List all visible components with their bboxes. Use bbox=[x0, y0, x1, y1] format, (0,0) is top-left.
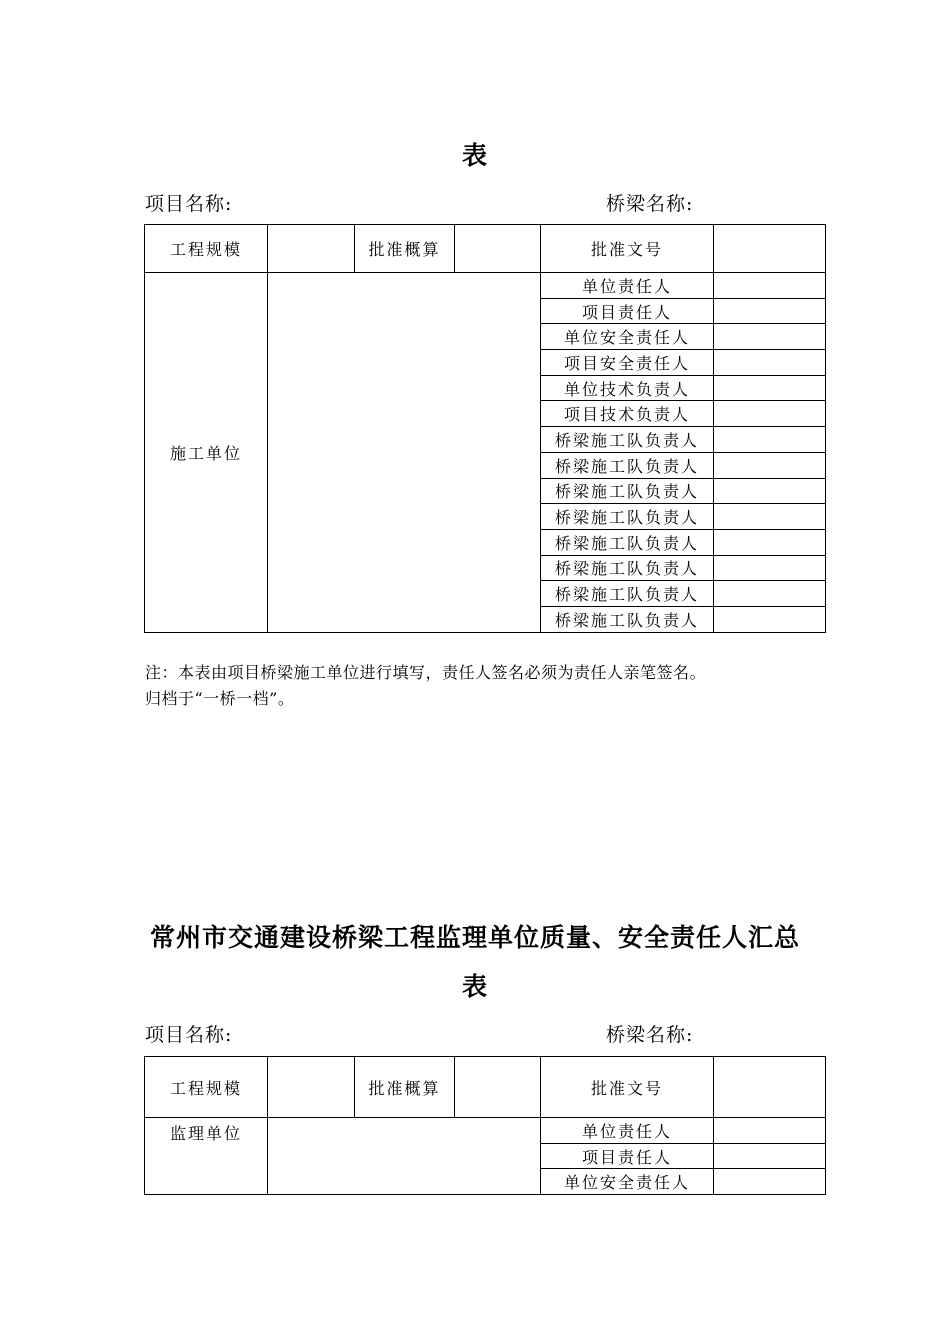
form2-scale-cell[interactable] bbox=[268, 1057, 355, 1118]
form2-budget-cell[interactable] bbox=[455, 1057, 541, 1118]
form1-unit-name-cell[interactable] bbox=[268, 273, 541, 633]
form1-construction-unit-table bbox=[144, 224, 826, 633]
form1-signature-cell[interactable] bbox=[714, 478, 826, 504]
form1-title-tail: 表 bbox=[461, 141, 488, 170]
form2-title-line1: 常州市交通建设桥梁工程监理单位质量、安全责任人汇总 bbox=[149, 923, 800, 952]
form2-approval-doc-label: 批准文号 bbox=[541, 1057, 714, 1118]
form1-role-label: 桥梁施工队负责人 bbox=[541, 427, 714, 453]
form1-signature-cell[interactable] bbox=[714, 452, 826, 478]
form1-signature-cell[interactable] bbox=[714, 350, 826, 376]
form1-role-label: 桥梁施工队负责人 bbox=[541, 606, 714, 632]
form1-role-label: 项目技术负责人 bbox=[541, 401, 714, 427]
form1-signature-cell[interactable] bbox=[714, 606, 826, 632]
form1-signature-cell[interactable] bbox=[714, 555, 826, 581]
form1-bridge-name-label: 桥梁名称: bbox=[606, 193, 694, 215]
form1-note-line2: 归档于“一桥一档”。 bbox=[145, 689, 295, 708]
form1-signature-cell[interactable] bbox=[714, 529, 826, 555]
form1-scale-label: 工程规模 bbox=[145, 225, 268, 273]
form1-approval-doc-cell[interactable] bbox=[714, 225, 826, 273]
form1-role-label: 桥梁施工队负责人 bbox=[541, 581, 714, 607]
form1-signature-cell[interactable] bbox=[714, 273, 826, 299]
form2-role-label: 项目责任人 bbox=[541, 1143, 714, 1169]
form1-scale-cell[interactable] bbox=[268, 225, 355, 273]
form2-title-line2: 表 bbox=[461, 972, 488, 1001]
form2-budget-label: 批准概算 bbox=[355, 1057, 455, 1118]
form2-bridge-name-label: 桥梁名称: bbox=[606, 1024, 694, 1046]
form2-role-label: 单位责任人 bbox=[541, 1118, 714, 1144]
form1-budget-label: 批准概算 bbox=[355, 225, 455, 273]
form1-signature-cell[interactable] bbox=[714, 581, 826, 607]
form1-unit-label: 施工单位 bbox=[145, 273, 268, 633]
form2-project-name-label: 项目名称: bbox=[145, 1024, 233, 1046]
form1-role-label: 单位安全责任人 bbox=[541, 324, 714, 350]
form2-scale-label: 工程规模 bbox=[145, 1057, 268, 1118]
form2-signature-cell[interactable] bbox=[714, 1143, 826, 1169]
form2-unit-label: 监理单位 bbox=[145, 1118, 268, 1195]
form1-role-label: 桥梁施工队负责人 bbox=[541, 529, 714, 555]
form1-signature-cell[interactable] bbox=[714, 298, 826, 324]
form1-project-name-label: 项目名称: bbox=[145, 193, 233, 215]
form1-signature-cell[interactable] bbox=[714, 427, 826, 453]
form1-role-label: 桥梁施工队负责人 bbox=[541, 478, 714, 504]
form1-approval-doc-label: 批准文号 bbox=[541, 225, 714, 273]
form2-signature-cell[interactable] bbox=[714, 1169, 826, 1195]
form1-role-label: 单位责任人 bbox=[541, 273, 714, 299]
form2-signature-cell[interactable] bbox=[714, 1118, 826, 1144]
form1-role-label: 桥梁施工队负责人 bbox=[541, 452, 714, 478]
form1-role-label: 单位技术负责人 bbox=[541, 375, 714, 401]
form1-signature-cell[interactable] bbox=[714, 504, 826, 530]
form2-unit-name-cell[interactable] bbox=[268, 1118, 541, 1195]
form1-role-label: 桥梁施工队负责人 bbox=[541, 555, 714, 581]
form2-supervision-unit-table bbox=[144, 1056, 826, 1195]
form1-role-label: 项目安全责任人 bbox=[541, 350, 714, 376]
form1-role-label: 项目责任人 bbox=[541, 298, 714, 324]
form2-approval-doc-cell[interactable] bbox=[714, 1057, 826, 1118]
form1-role-label: 桥梁施工队负责人 bbox=[541, 504, 714, 530]
form1-note-line1: 注：本表由项目桥梁施工单位进行填写，责任人签名必须为责任人亲笔签名。 bbox=[145, 663, 707, 682]
form1-signature-cell[interactable] bbox=[714, 401, 826, 427]
form1-signature-cell[interactable] bbox=[714, 375, 826, 401]
form2-role-label: 单位安全责任人 bbox=[541, 1169, 714, 1195]
form1-signature-cell[interactable] bbox=[714, 324, 826, 350]
form1-budget-cell[interactable] bbox=[455, 225, 541, 273]
